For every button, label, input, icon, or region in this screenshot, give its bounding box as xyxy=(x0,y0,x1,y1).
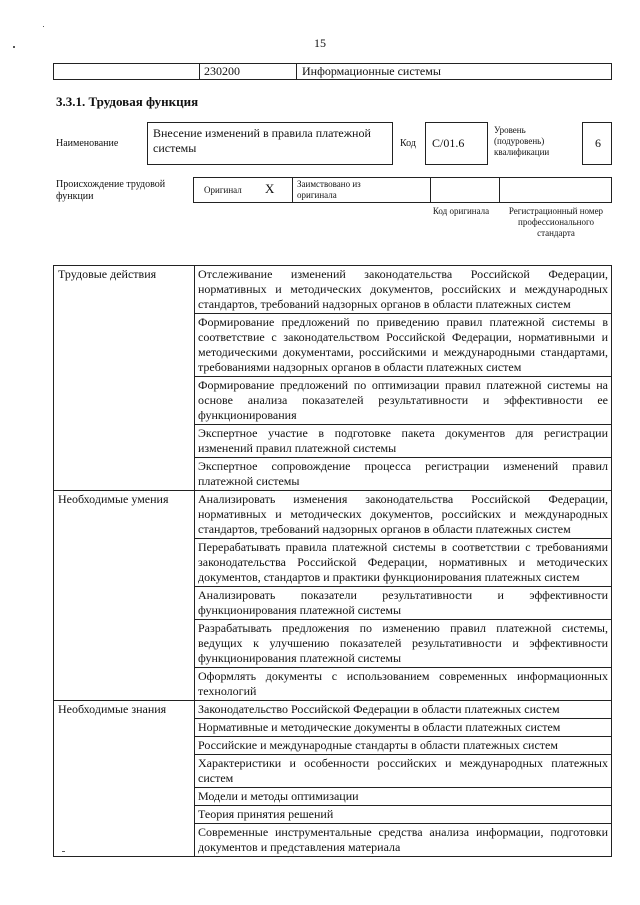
list-item: Модели и методы оптимизации xyxy=(195,788,612,806)
list-item: Формирование предложений по приведению правил платежной системы в соответствие с законодательством Российской Федерации, нормативными и методическими документами, российскими и международными стандартами, требованиями надзорных органов в области платежных систем xyxy=(195,314,612,377)
section-label: Необходимые умения xyxy=(54,491,195,701)
origin-table xyxy=(193,177,612,203)
level-box xyxy=(582,122,612,165)
table-row xyxy=(54,701,612,719)
list-item: Перерабатывать правила платежной системы в соответствии с требованиями законодательства Российской Федерации, нормативных и методических документов, стандартов и практики функционирования платежных систем xyxy=(195,539,612,587)
list-item: Анализировать изменения законодательства Российской Федерации, нормативных и методических документов, российских и международных стандартов, требований надзорных органов в области платежных систем xyxy=(195,491,612,539)
table-row xyxy=(54,491,612,539)
list-item: Оформлять документы с использованием современных информационных технологий xyxy=(195,668,612,701)
table-row xyxy=(54,266,612,314)
list-item: Формирование предложений по оптимизации правил платежной системы на основе анализа показателей результативности и эффективности ее функционирования xyxy=(195,377,612,425)
original-label: Оригинал xyxy=(204,185,242,195)
list-item: Отслеживание изменений законодательства Российской Федерации, нормативных и методических документов, российских и международных стандартов, требований надзорных органов в области платежных систем xyxy=(195,266,612,314)
list-item: Законодательство Российской Федерации в области платежных систем xyxy=(195,701,612,719)
function-name-text: Внесение изменений в правила платежной системы xyxy=(153,126,371,155)
list-item: Характеристики и особенности российских и международных платежных систем xyxy=(195,755,612,788)
main-table xyxy=(53,265,612,857)
list-item: Теория принятия решений xyxy=(195,806,612,824)
code-original-caption: Код оригинала xyxy=(432,206,490,216)
section-label: Трудовые действия xyxy=(54,266,195,491)
borrowed-label: Заимствовано из оригинала xyxy=(297,179,361,200)
function-code: C/01.6 xyxy=(432,136,465,150)
list-item: Российские и международные стандарты в области платежных систем xyxy=(195,737,612,755)
list-item: Нормативные и методические документы в области платежных систем xyxy=(195,719,612,737)
list-item: Разрабатывать предложения по изменению правил платежной системы, ведущих к улучшению показателей результативности и эффективности функционирования платежной системы xyxy=(195,620,612,668)
name-label: Наименование xyxy=(56,138,119,149)
list-item: Экспертное участие в подготовке пакета документов для регистрации изменений правил платежной системы xyxy=(195,425,612,458)
header-name: Информационные системы xyxy=(302,64,441,78)
section-title: 3.3.1. Трудовая функция xyxy=(56,94,199,109)
header-code: 230200 xyxy=(204,64,240,78)
list-item: Экспертное сопровождение процесса регистрации изменений правил платежной системы xyxy=(195,458,612,491)
scan-speck xyxy=(43,26,44,27)
function-name xyxy=(147,122,393,165)
origin-label: Происхождение трудовой функции xyxy=(56,179,166,202)
original-mark: X xyxy=(265,181,275,196)
list-item: Анализировать показатели результативности и эффективности функционирования платежной системы xyxy=(195,587,612,620)
level-label: Уровень (подуровень) квалификации xyxy=(494,125,550,157)
function-code-box xyxy=(425,122,488,165)
header-row xyxy=(53,63,612,80)
section-label: Необходимые знания xyxy=(54,701,195,857)
list-item: Современные инструментальные средства анализа информации, подготовки документов и представления материала xyxy=(195,824,612,857)
page-number: 15 xyxy=(314,36,326,50)
level-value: 6 xyxy=(595,136,601,150)
code-label: Код xyxy=(400,138,416,149)
reg-number-caption: Регистрационный номер профессионального стандарта xyxy=(508,206,604,238)
scan-speck xyxy=(62,851,65,852)
